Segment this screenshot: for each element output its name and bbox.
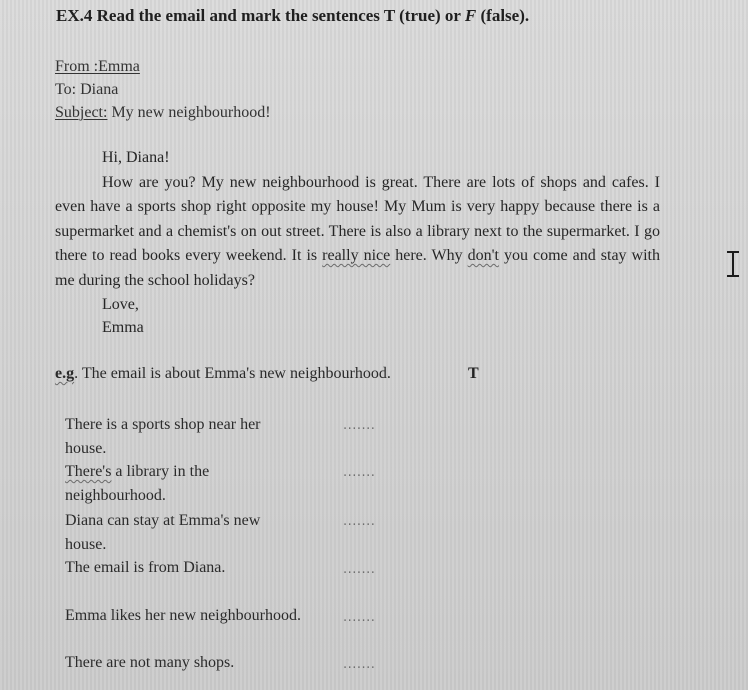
letter-body-text: How are you? My new neighbourhood is great. There are lots of shops and cafes. I even have a sports shop right opposite my house! My Mum is very happy because there is a supermarket and a chemist's on out street. There is also a library next to the supermarket. I go there to read books every weekend. It is [55, 174, 660, 265]
title-suffix: (false). [476, 6, 530, 25]
statement-3 [65, 509, 260, 557]
letter-body-text-2: here. Why [390, 247, 468, 265]
statement-2 [65, 460, 209, 508]
letter-dont: don't [467, 247, 499, 265]
letter-closing: Love, [102, 296, 139, 313]
answer-blank-6[interactable]: ....... [343, 657, 376, 672]
example-prefix: e.g [55, 365, 75, 382]
letter-really-nice: really nice [322, 247, 391, 265]
statement-2-theres: There's [65, 463, 112, 480]
statement-3-line2: house. [65, 536, 107, 553]
letter-greeting: Hi, Diana! [102, 149, 170, 166]
subject-text: My new neighbourhood! [107, 104, 271, 121]
letter-body [55, 171, 660, 293]
statement-3-line1: Diana can stay at Emma's new [65, 512, 261, 529]
title-false-letter: F [464, 6, 477, 25]
statement-4: The email is from Diana. [65, 559, 226, 576]
email-to: To: Diana [55, 81, 119, 98]
statement-1-line2: house. [65, 440, 107, 457]
statement-1-line1: There is a sports shop near her [65, 416, 261, 433]
title-prefix: EX.4 Read the email and mark the sentences T (true) or [56, 6, 465, 25]
answer-blank-3[interactable]: ....... [343, 514, 376, 529]
answer-blank-1[interactable]: ....... [343, 418, 376, 433]
letter-signature: Emma [102, 319, 144, 336]
statement-2-line1 [65, 460, 209, 484]
email-from: From :Emma [55, 58, 140, 75]
answer-blank-4[interactable]: ....... [343, 562, 376, 577]
statement-2-line2: neighbourhood. [65, 487, 166, 504]
text-cursor-icon [725, 250, 741, 278]
example-text: . The email is about Emma's new neighbourhood. [74, 365, 391, 382]
answer-blank-2[interactable]: ....... [343, 465, 376, 480]
example-answer: T [468, 365, 479, 382]
letter-body-text-3: you come and stay with me during the school holidays? [55, 247, 660, 289]
example-sentence [55, 365, 391, 383]
statement-2-line1-text: a library in the [111, 463, 210, 480]
answer-blank-5[interactable]: ....... [343, 610, 376, 625]
statement-6: There are not many shops. [65, 654, 235, 671]
subject-label: Subject: [55, 104, 108, 121]
statement-1 [65, 413, 261, 461]
exercise-title [56, 6, 529, 26]
statement-5: Emma likes her new neighbourhood. [65, 607, 301, 624]
email-subject [55, 104, 271, 122]
